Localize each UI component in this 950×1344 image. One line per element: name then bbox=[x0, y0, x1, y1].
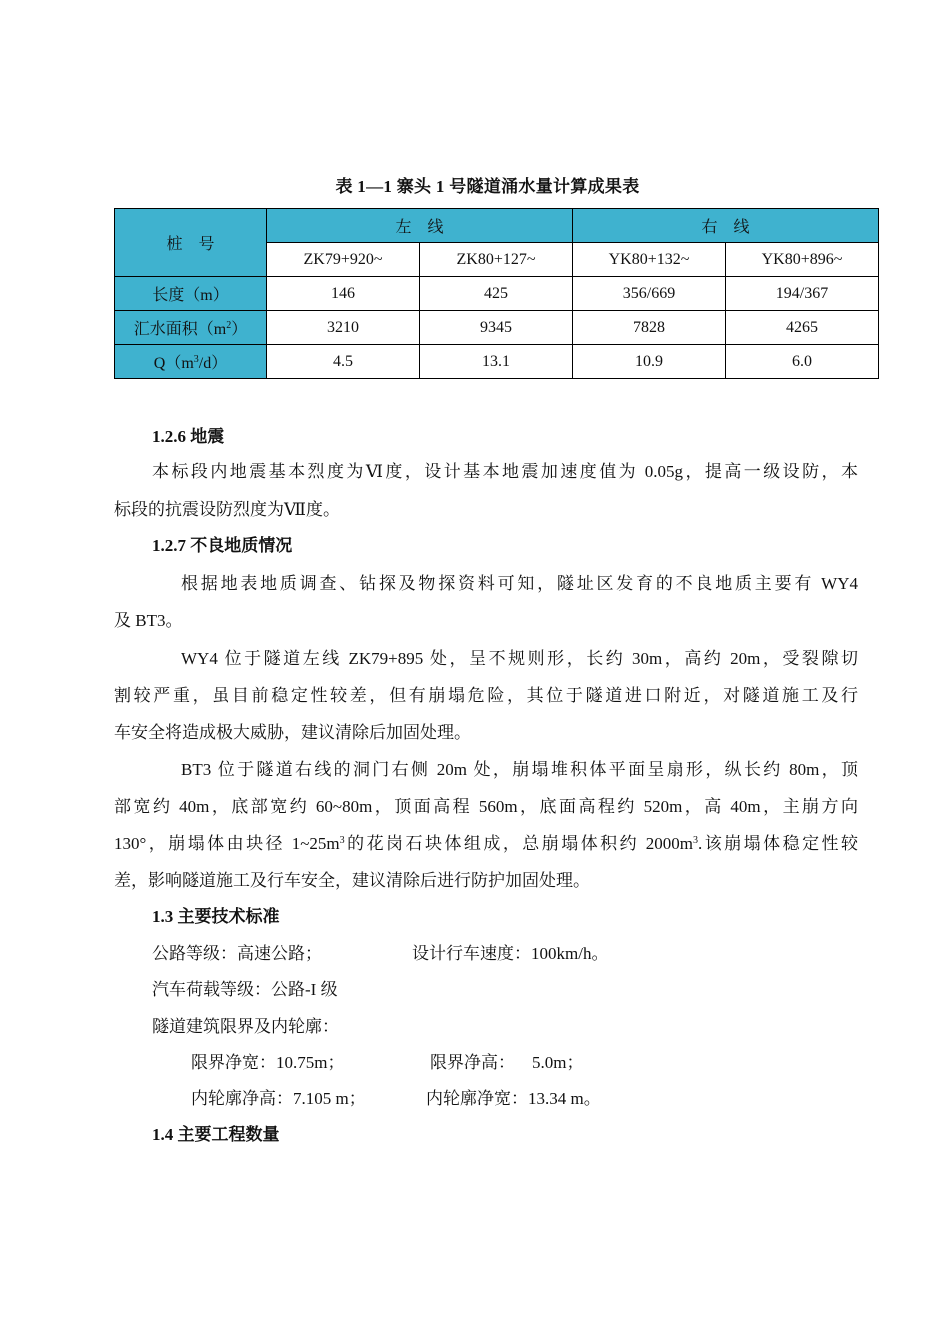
paragraph-line: 差，影响隧道施工及行车安全，建议清除后进行防护加固处理。 bbox=[114, 871, 590, 890]
section-heading-1-4: 1.4 主要工程数量 bbox=[152, 1125, 280, 1144]
paragraph-line: 部宽约 40m，底部宽约 60~80m，顶面高程 560m，底面高程约 520m，高 40m，主崩方向 bbox=[114, 797, 858, 816]
inner-height: 内轮廓净高：7.105 m； bbox=[191, 1089, 366, 1108]
superscript: 3 bbox=[693, 835, 699, 846]
stake-header-cell: 桩 号 bbox=[115, 209, 267, 277]
paragraph-line: 标段的抗震设防烈度为Ⅶ度。 bbox=[114, 500, 340, 519]
table-cell: 7828 bbox=[573, 311, 726, 345]
row-label-length: 长度（m） bbox=[115, 277, 267, 311]
stake-cell: ZK79+920~ bbox=[267, 243, 420, 277]
label-text: /d） bbox=[198, 355, 228, 372]
table-caption: 表 1—1 寨头 1 号隧道涌水量计算成果表 bbox=[335, 177, 640, 196]
right-line-header-cell: 右 线 bbox=[573, 209, 879, 243]
section-heading-1-3: 1.3 主要技术标准 bbox=[152, 907, 280, 926]
table-cell: 6.0 bbox=[726, 345, 879, 379]
water-inflow-table bbox=[114, 208, 879, 379]
label-text: Q（m bbox=[153, 355, 194, 372]
paragraph-line: WY4 位于隧道左线 ZK79+895 处，呈不规则形，长约 30m，高约 20m，受裂隙切 bbox=[181, 649, 858, 668]
label-text: ） bbox=[231, 321, 248, 338]
label-superscript: 3 bbox=[193, 354, 199, 365]
table-cell: 4265 bbox=[726, 311, 879, 345]
left-line-header-cell: 左 线 bbox=[267, 209, 573, 243]
table-header-row bbox=[115, 209, 879, 243]
table-cell: 9345 bbox=[420, 311, 573, 345]
table-row bbox=[115, 345, 879, 379]
table-row bbox=[115, 277, 879, 311]
table-cell: 10.9 bbox=[573, 345, 726, 379]
text-run: 的花岗石块体组成，总崩塌体积约 2000m bbox=[344, 834, 694, 853]
clear-width: 限界净宽：10.75m； bbox=[191, 1053, 345, 1072]
row-label-q bbox=[115, 345, 267, 379]
table-cell: 425 bbox=[420, 277, 573, 311]
superscript: 3 bbox=[339, 835, 345, 846]
text-run: .该崩塌体稳定性较 bbox=[698, 834, 858, 853]
paragraph-line: BT3 位于隧道右线的洞门右侧 20m 处，崩塌堆积体平面呈扇形，纵长约 80m，顶 bbox=[181, 760, 858, 779]
row-label-catchment-area bbox=[115, 311, 267, 345]
design-speed: 设计行车速度：100km/h。 bbox=[412, 944, 609, 963]
table-cell: 146 bbox=[267, 277, 420, 311]
paragraph-line bbox=[114, 825, 858, 862]
vehicle-load: 汽车荷载等级：公路-I 级 bbox=[152, 980, 338, 999]
paragraph-line: 本标段内地震基本烈度为Ⅵ度，设计基本地震加速度值为 0.05g，提高一级设防，本 bbox=[152, 462, 858, 481]
stake-cell: YK80+132~ bbox=[573, 243, 726, 277]
table-cell: 356/669 bbox=[573, 277, 726, 311]
table-cell: 3210 bbox=[267, 311, 420, 345]
label-text: 汇水面积（m bbox=[133, 321, 227, 338]
table-row bbox=[115, 311, 879, 345]
paragraph-line: 及 BT3。 bbox=[114, 611, 183, 630]
road-grade: 公路等级：高速公路； bbox=[152, 944, 322, 963]
inner-width: 内轮廓净宽：13.34 m。 bbox=[426, 1089, 601, 1108]
table-cell: 4.5 bbox=[267, 345, 420, 379]
table-cell: 13.1 bbox=[420, 345, 573, 379]
section-heading-1-2-7: 1.2.7 不良地质情况 bbox=[152, 536, 293, 555]
table-cell: 194/367 bbox=[726, 277, 879, 311]
text-run: 130°，崩塌体由块径 1~25m bbox=[114, 834, 340, 853]
stake-cell: ZK80+127~ bbox=[420, 243, 573, 277]
stake-cell: YK80+896~ bbox=[726, 243, 879, 277]
paragraph-line: 根据地表地质调查、钻探及物探资料可知，隧址区发育的不良地质主要有 WY4 bbox=[181, 574, 858, 593]
clearance-title: 隧道建筑限界及内轮廓： bbox=[152, 1017, 339, 1036]
paragraph-line: 车安全将造成极大威胁，建议清除后加固处理。 bbox=[114, 723, 471, 742]
section-heading-1-2-6: 1.2.6 地震 bbox=[152, 427, 225, 446]
label-superscript: 2 bbox=[226, 320, 232, 331]
paragraph-line: 割较严重，虽目前稳定性较差，但有崩塌危险，其位于隧道进口附近，对隧道施工及行 bbox=[114, 686, 858, 705]
clear-height: 限界净高： 5.0m； bbox=[430, 1053, 584, 1072]
